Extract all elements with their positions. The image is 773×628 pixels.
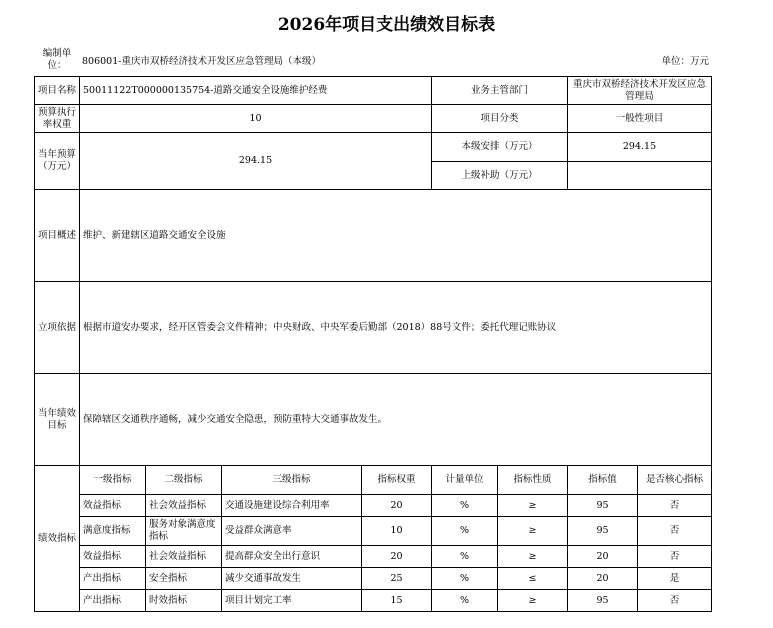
- performance-table: [34, 76, 712, 612]
- level1-cell: 满意度指标: [80, 517, 146, 546]
- column-header: 计量单位: [432, 466, 498, 495]
- budget-value: 294.15: [80, 133, 432, 190]
- category-label: 项目分类: [432, 105, 568, 133]
- column-header: 指标值: [568, 466, 638, 495]
- level2-cell: 社会效益指标: [146, 546, 222, 568]
- weight-cell: 25: [362, 568, 432, 590]
- unit-cell: %: [432, 590, 498, 612]
- upper-label: 上级补助（万元）: [432, 162, 568, 190]
- weight-value: 10: [80, 105, 432, 133]
- value-cell: 95: [568, 517, 638, 546]
- column-header: 是否核心指标: [638, 466, 712, 495]
- dept-label: 业务主管部门: [432, 77, 568, 105]
- table-row: [35, 495, 712, 517]
- upper-value: [568, 162, 712, 190]
- core-cell: 否: [638, 517, 712, 546]
- level3-cell: 提高群众安全出行意识: [222, 546, 362, 568]
- level1-cell: 产出指标: [80, 568, 146, 590]
- weight-cell: 20: [362, 546, 432, 568]
- table-row: [35, 590, 712, 612]
- level1-cell: 产出指标: [80, 590, 146, 612]
- value-cell: 95: [568, 495, 638, 517]
- dept-value: 重庆市双桥经济技术开发区应急管理局: [568, 77, 712, 105]
- unit-cell: %: [432, 517, 498, 546]
- goal-value: 保障辖区交通秩序通畅，减少交通安全隐患，预防重特大交通事故发生。: [80, 374, 712, 466]
- value-cell: 20: [568, 546, 638, 568]
- table-row: [35, 568, 712, 590]
- weight-cell: 20: [362, 495, 432, 517]
- column-header: 二级指标: [146, 466, 222, 495]
- org-value: 806001-重庆市双桥经济技术开发区应急管理局（本级）: [82, 56, 321, 67]
- basis-label: 立项依据: [35, 282, 80, 374]
- weight-label: 预算执行率权重: [35, 105, 80, 133]
- local-label: 本级安排（万元）: [432, 133, 568, 162]
- column-header: 三级指标: [222, 466, 362, 495]
- category-value: 一般性项目: [568, 105, 712, 133]
- budget-label: 当年预算（万元）: [35, 133, 80, 190]
- nature-cell: ≥: [498, 590, 568, 612]
- level2-cell: 时效指标: [146, 590, 222, 612]
- page-title: 2026年项目支出绩效目标表: [277, 15, 496, 35]
- level3-cell: 交通设施建设综合利用率: [222, 495, 362, 517]
- nature-cell: ≥: [498, 495, 568, 517]
- unit-cell: %: [432, 546, 498, 568]
- core-cell: 否: [638, 546, 712, 568]
- project-name-label: 项目名称: [35, 77, 80, 105]
- project-name-value: 50011122T000000135754-道路交通安全设施维护经费: [80, 77, 432, 105]
- overview-label: 项目概述: [35, 190, 80, 282]
- level3-cell: 减少交通事故发生: [222, 568, 362, 590]
- nature-cell: ≥: [498, 546, 568, 568]
- unit-cell: %: [432, 495, 498, 517]
- unit-label: 单位：万元: [661, 56, 709, 67]
- weight-cell: 15: [362, 590, 432, 612]
- org-label: 编制单位：: [42, 48, 72, 71]
- core-cell: 是: [638, 568, 712, 590]
- level1-cell: 效益指标: [80, 495, 146, 517]
- indicators-label: 绩效指标: [35, 466, 80, 612]
- column-header: 指标性质: [498, 466, 568, 495]
- table-row: [35, 546, 712, 568]
- overview-value: 维护、新建辖区道路交通安全设施: [80, 190, 712, 282]
- goal-label: 当年绩效目标: [35, 374, 80, 466]
- level3-cell: 受益群众满意率: [222, 517, 362, 546]
- column-header: 指标权重: [362, 466, 432, 495]
- unit-cell: %: [432, 568, 498, 590]
- level2-cell: 安全指标: [146, 568, 222, 590]
- nature-cell: ≥: [498, 517, 568, 546]
- value-cell: 20: [568, 568, 638, 590]
- value-cell: 95: [568, 590, 638, 612]
- core-cell: 否: [638, 590, 712, 612]
- nature-cell: ≤: [498, 568, 568, 590]
- core-cell: 否: [638, 495, 712, 517]
- level2-cell: 服务对象满意度指标: [146, 517, 222, 546]
- basis-value: 根据市道安办要求，经开区管委会文件精神；中央财政、中央军委后勤部（2018）88号文件；委托代理记账协议: [80, 282, 712, 374]
- level1-cell: 效益指标: [80, 546, 146, 568]
- local-value: 294.15: [568, 133, 712, 162]
- level2-cell: 社会效益指标: [146, 495, 222, 517]
- weight-cell: 10: [362, 517, 432, 546]
- table-row: [35, 517, 712, 546]
- level3-cell: 项目计划完工率: [222, 590, 362, 612]
- column-header: 一级指标: [80, 466, 146, 495]
